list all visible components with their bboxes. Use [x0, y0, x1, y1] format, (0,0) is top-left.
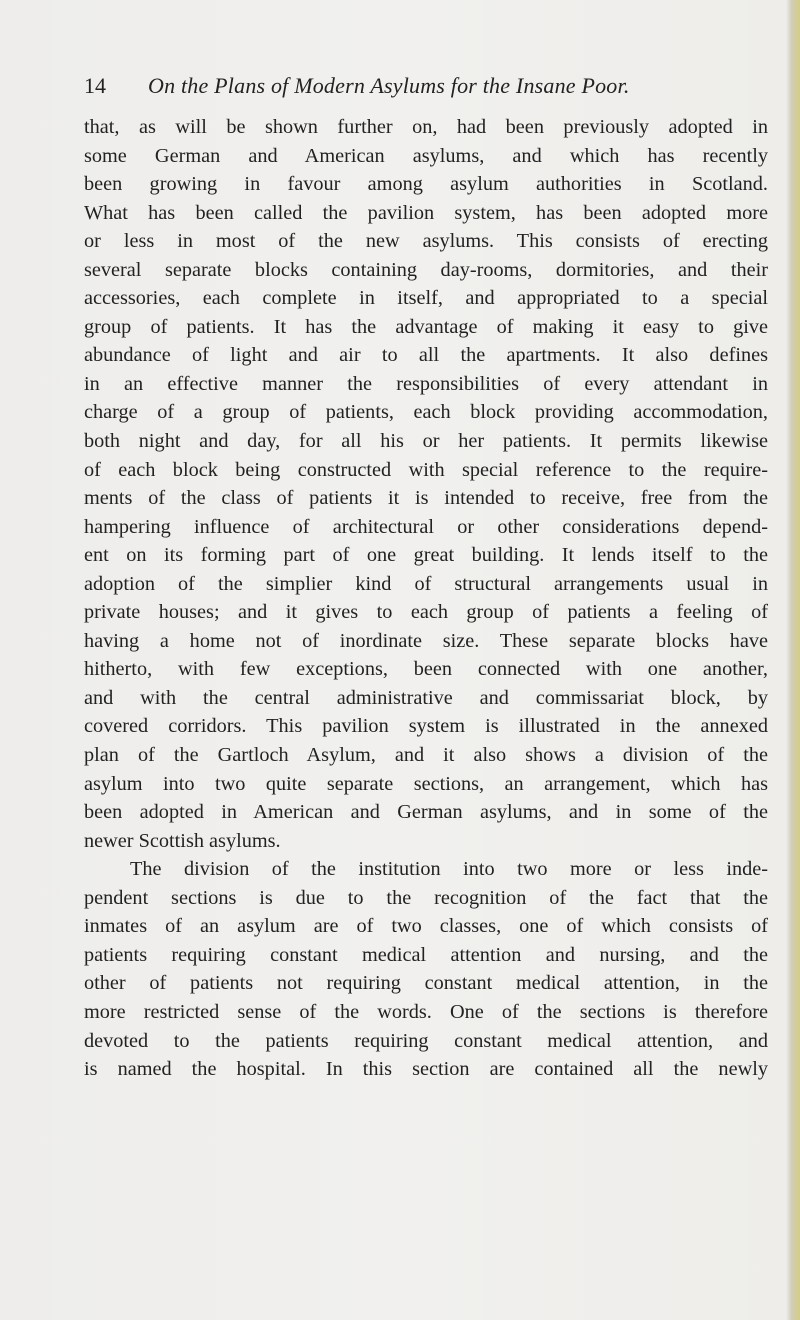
text-line: been growing in favour among asylum authorities in Scotland.	[84, 173, 768, 196]
text-line: other of patients not requiring constant medical attention, in the	[84, 972, 768, 995]
text-line: devoted to the patients requiring constant medical attention, and	[84, 1029, 768, 1052]
text-line: that, as will be shown further on, had been previously adopted in	[84, 116, 768, 138]
text-line: more restricted sense of the words. One of the sections is therefore	[84, 1000, 768, 1023]
body-text	[84, 113, 768, 1084]
text-line: inmates of an asylum are of two classes, one of which consists of	[84, 915, 768, 938]
text-line: both night and day, for all his or her patients. It permits likewise	[84, 430, 768, 453]
text-line: asylum into two quite separate sections, an arrangement, which has	[84, 772, 768, 795]
text-line: private houses; and it gives to each group of patients a feeling of	[84, 601, 768, 624]
text-line: or less in most of the new asylums. This consists of erecting	[84, 230, 768, 253]
text-line: ent on its forming part of one great building. It lends itself to the	[84, 544, 768, 567]
text-line: in an effective manner the responsibilities of every attendant in	[84, 372, 768, 395]
text-line: adoption of the simplier kind of structural arrangements usual in	[84, 572, 768, 595]
text-line: and with the central administrative and commissariat block, by	[84, 686, 768, 709]
text-line: hampering influence of architectural or other considerations depend-	[84, 515, 768, 538]
text-line: group of patients. It has the advantage of making it easy to give	[84, 315, 768, 338]
text-line: is named the hospital. In this section are contained all the newly	[84, 1058, 768, 1081]
page-edge-shadow	[786, 0, 800, 1320]
text-line: several separate blocks containing day-rooms, dormitories, and their	[84, 258, 768, 281]
text-line: patients requiring constant medical attention and nursing, and the	[84, 943, 768, 966]
page-header	[84, 73, 764, 103]
paragraph-1	[84, 113, 768, 855]
paragraph-2	[84, 855, 768, 1083]
running-title: On the Plans of Modern Asylums for the Insane Poor.	[148, 73, 630, 98]
text-line: newer Scottish asylums.	[84, 829, 281, 852]
text-line: some German and American asylums, and which has recently	[84, 144, 768, 167]
text-line: plan of the Gartloch Asylum, and it also shows a division of the	[84, 744, 768, 767]
text-line: been adopted in American and German asylums, and in some of the	[84, 801, 768, 824]
text-line: pendent sections is due to the recognition of the fact that the	[84, 886, 768, 909]
text-line: What has been called the pavilion system, has been adopted more	[84, 201, 768, 224]
text-line: having a home not of inordinate size. These separate blocks have	[84, 629, 768, 652]
text-line: of each block being constructed with special reference to the require-	[84, 458, 768, 481]
text-line: charge of a group of patients, each block providing accommodation,	[84, 401, 768, 424]
text-line: covered corridors. This pavilion system is illustrated in the annexed	[84, 715, 768, 738]
text-line: hitherto, with few exceptions, been connected with one another,	[84, 658, 768, 681]
text-line: accessories, each complete in itself, and appropriated to a special	[84, 287, 768, 310]
page-number: 14	[84, 73, 106, 98]
text-line: ments of the class of patients it is intended to receive, free from the	[84, 487, 768, 510]
text-line: The division of the institution into two more or less inde-	[130, 858, 768, 881]
text-line: abundance of light and air to all the apartments. It also defines	[84, 344, 768, 367]
